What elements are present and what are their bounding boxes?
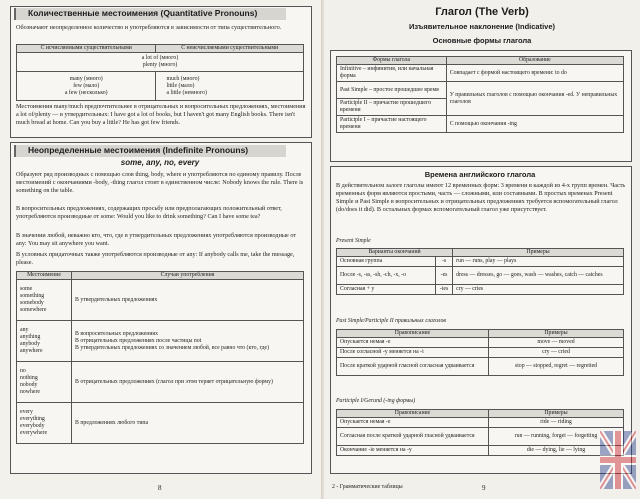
table-row [337, 285, 624, 295]
countable-1: many (много) [69, 75, 103, 82]
spelling-cell: После краткой ударной гласной согласная удваивается [337, 358, 489, 376]
form-cell: Participle I – причастие настоящего времени [337, 116, 447, 133]
table-row [337, 418, 624, 428]
pronoun: somebody [20, 300, 44, 306]
tenses-text: В действительном залоге глаголы имеют 12 временных форм: 3 времени в каждой из 4-х групп времен. Часть временных форм являются простыми, часть — сложными, или составными. В простых временах Present Simple и Past Simple в вопросительных и отрицательных предложениях требуется вспомогательный глагол (do/does it did). В остальных формах вспомогательный глагол уже присутствует. [336, 182, 626, 213]
col-spelling: Правописание [337, 330, 489, 338]
ending-cell: -s [436, 257, 453, 267]
usage: В предложениях любого типа [75, 419, 149, 426]
rule-cell: Согласная + y [337, 285, 436, 295]
col-formation: Образование [446, 57, 623, 65]
table-row [17, 362, 304, 403]
spelling-cell: Окончание -ie меняется на -y [337, 446, 489, 456]
example-cell: cry — cries [453, 285, 624, 295]
past-simple-table [336, 329, 624, 376]
example-cell: die — dying, lie — lying [489, 446, 624, 456]
spelling-cell: Согласная после краткой ударной гласной удваивается [337, 428, 489, 446]
example-cell: dress — dresses, go — goes, wash — washes, catch — catches [453, 267, 624, 285]
spelling-cell: Опускается немая -e [337, 338, 489, 348]
uncountable-3: a little (немного) [166, 89, 207, 96]
ending-cell: -es [436, 267, 453, 285]
verb-title: Глагол (The Verb) [435, 6, 529, 18]
indefinite-p2: В вопросительных предложениях, содержащих просьбу или предполагающих положительный ответ, употребляются производные от some: Would you like to drink something? Can I have some tea? [16, 205, 282, 220]
both-2: plenty (много) [142, 62, 178, 68]
usage: В отрицательных предложениях после частицы not [75, 337, 202, 344]
participle-label: Participle I/Gerund (-ing формы) [336, 398, 416, 404]
col-usage: Случаи употребления [72, 272, 304, 280]
rule-cell: После -s, -ss, -sh, -ch, -x, -o [337, 267, 436, 285]
table-row [17, 321, 304, 362]
ending-cell: -ies [436, 285, 453, 295]
table-row [337, 257, 624, 267]
union-jack-watermark-icon [600, 431, 636, 489]
table-row [337, 338, 624, 348]
pronoun: nowhere [20, 389, 40, 395]
page-number-left: 8 [158, 484, 162, 492]
present-simple-table [336, 248, 624, 295]
table-row [337, 82, 624, 99]
col-countable: С исчисляемыми существительными [17, 45, 156, 53]
pronoun: nobody [20, 382, 38, 388]
quantitative-intro: Обозначают неопределенное количество и употребляются в зависимости от типа существительного. [16, 24, 282, 31]
example-cell: ride — riding [489, 418, 624, 428]
forms-subtitle: Основные формы глагола [432, 36, 532, 45]
uncountable-1: much (много) [166, 75, 200, 82]
past-simple-label: Past Simple/Participle II правильных глаголов [336, 318, 446, 324]
usage: В отрицательных предложениях (глагол при этом теряет отрицательную форму) [75, 378, 273, 385]
col-examples: Примеры [489, 410, 624, 418]
pronoun: anybody [20, 341, 40, 347]
right-page [324, 0, 640, 499]
quantitative-table [16, 44, 304, 101]
table-row [337, 446, 624, 456]
spelling-cell: После согласной -y меняется на -i [337, 348, 489, 358]
countable-2: few (мало) [73, 82, 100, 89]
col-pronoun: Местоимение [17, 272, 72, 280]
col-examples: Примеры [489, 330, 624, 338]
quantitative-note: Местоимения many/much предпочтительнее в отрицательных и вопросительных предложениях, местоимения a lot of/plenty — в утвердительных: I have got a lot of books, but I haven't got many English books. There isn't much bread at home. Can you buy a little? He has got few friends. [16, 103, 306, 126]
usage: В утвердительных предложениях со значением любой, все равно что (кто, где) [75, 344, 270, 351]
form-cell: Participle II – причастие прошедшего времени [337, 99, 447, 116]
indefinite-subtitle: some, any, no, every [120, 158, 200, 167]
verb-forms-table [336, 56, 624, 133]
indefinite-title: Неопределенные местоимения (Indefinite Pronouns) [28, 145, 249, 155]
rule-cell: Основная группа [337, 257, 436, 267]
col-endings: Варианты окончаний [337, 249, 453, 257]
indefinite-p1: Образуют ряд производных с помощью слов thing, body, where и употребляются по единому правилу. После местоимений с окончаниями -body, -thing глагол стоит в единственном числе: Nobody knows the rule. There is something on the table. [16, 171, 304, 194]
tenses-title: Времена английского глагола [424, 170, 536, 179]
uncountable-2: little (мало) [166, 82, 195, 89]
table-row [17, 280, 304, 321]
col-spelling: Правописание [337, 410, 489, 418]
formation-cell: С помощью окончания -ing [446, 116, 623, 133]
participle-table [336, 409, 624, 456]
table-row [337, 428, 624, 446]
example-cell: cry — cried [489, 348, 624, 358]
quantitative-title: Количественные местоимения (Quantitative Pronouns) [28, 8, 258, 18]
usage: В вопросительных предложениях [75, 330, 158, 337]
indefinite-p4: В условных придаточных также употребляются производные от any: If anybody calls me, take the message, please. [16, 251, 295, 266]
indefinite-table [16, 271, 304, 444]
form-cell: Past Simple – простое прошедшее время [337, 82, 447, 99]
spelling-cell: Опускается немая -e [337, 418, 489, 428]
indefinite-p3: В значении любой, неважно кто, что, где в утвердительных предложениях употребляются производные от any: You may sit anywhere you want. [16, 232, 297, 247]
formation-cell: Совпадает с формой настоящего времени: to do [446, 65, 623, 82]
table-row [337, 358, 624, 376]
example-cell: move — moved [489, 338, 624, 348]
table-row [337, 348, 624, 358]
pronoun: anything [20, 334, 41, 340]
pronoun: every [20, 409, 33, 415]
table-row [337, 65, 624, 82]
example-cell: run — runs, play — plays [453, 257, 624, 267]
table-row [17, 403, 304, 444]
pronoun: anywhere [20, 348, 43, 354]
col-examples: Примеры [453, 249, 624, 257]
pronoun: everywhere [20, 430, 48, 436]
example-cell: run — running, forget — forgetting [489, 428, 624, 446]
page-number-right: 9 [482, 484, 486, 492]
col-form: Формы глагола [337, 57, 447, 65]
usage: В утвердительных предложениях [75, 296, 158, 303]
pronoun: nothing [20, 375, 38, 381]
pronoun: something [20, 293, 45, 299]
pronoun: somewhere [20, 307, 47, 313]
both-1: a lot of (много) [141, 55, 179, 61]
pronoun: everybody [20, 423, 45, 429]
table-row [337, 267, 624, 285]
example-cell: stop — stopped, regret — regretted [489, 358, 624, 376]
pronoun: any [20, 327, 29, 333]
form-cell: Infinitive – инфинитив, или начальная форма [337, 65, 447, 82]
formation-cell: У правильных глаголов с помощью окончания -ed. У неправильных глаголов [446, 82, 623, 116]
pronoun: no [20, 368, 26, 374]
countable-3: a few (несколько) [64, 89, 108, 96]
col-uncountable: С неисчисляемыми существительными [156, 45, 304, 53]
indicative-subtitle: Изъявительное наклонение (Indicative) [408, 22, 556, 31]
footer-label: 2 - Грамматические таблицы [332, 484, 403, 490]
present-simple-label: Present Simple [336, 238, 371, 244]
table-row [337, 116, 624, 133]
pronoun: everything [20, 416, 45, 422]
pronoun: some [20, 286, 33, 292]
